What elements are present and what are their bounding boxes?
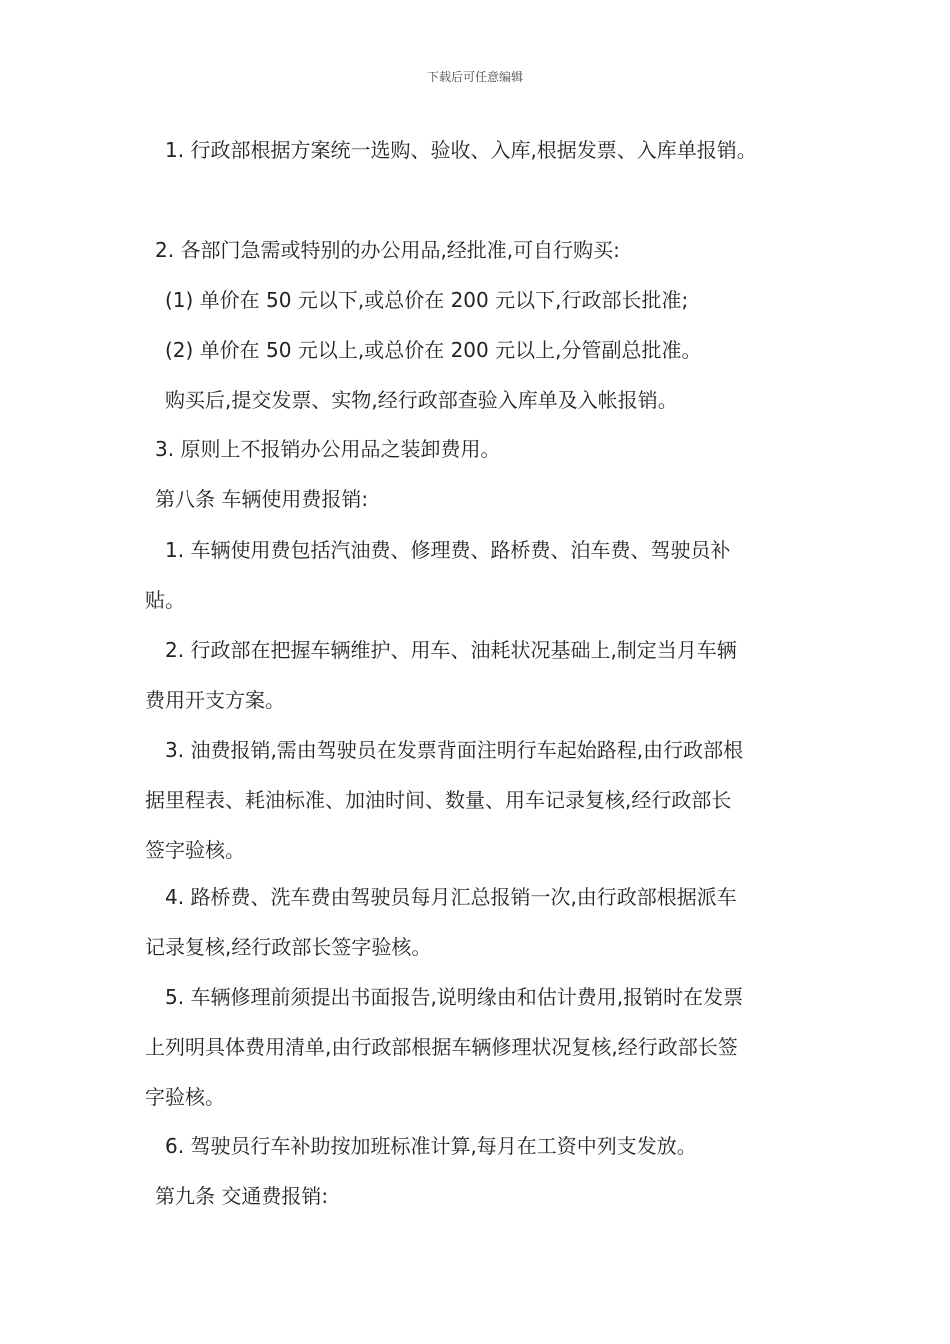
page-header: 下载后可任意编辑	[426, 70, 523, 84]
text-line: 3. 油费报销,需由驾驶员在发票背面注明行车起始路程,由行政部根	[165, 738, 744, 762]
text-line: 签字验核。	[145, 838, 245, 862]
text-line: 据里程表、耗油标准、加油时间、数量、用车记录复核,经行政部长	[145, 788, 732, 812]
text-line: 4. 路桥费、洗车费由驾驶员每月汇总报销一次,由行政部根据派车	[165, 885, 737, 909]
text-line: 2. 行政部在把握车辆维护、用车、油耗状况基础上,制定当月车辆	[165, 638, 737, 662]
text-line: 3. 原则上不报销办公用品之装卸费用。	[155, 437, 501, 461]
text-line: 1. 行政部根据方案统一选购、验收、入库,根据发票、入库单报销。	[165, 138, 757, 162]
text-line: 6. 驾驶员行车补助按加班标准计算,每月在工资中列支发放。	[165, 1134, 697, 1158]
text-line: 2. 各部门急需或特别的办公用品,经批准,可自行购买:	[155, 238, 620, 262]
text-line: 贴。	[145, 588, 185, 612]
text-line: 费用开支方案。	[145, 688, 285, 712]
text-line: (1) 单价在 50 元以下,或总价在 200 元以下,行政部长批准;	[165, 288, 689, 312]
section-heading: 第九条 交通费报销:	[155, 1184, 329, 1208]
text-line: 上列明具体费用清单,由行政部根据车辆修理状况复核,经行政部长签	[145, 1035, 738, 1059]
text-line: 5. 车辆修理前须提出书面报告,说明缘由和估计费用,报销时在发票	[165, 985, 744, 1009]
text-line: 购买后,提交发票、实物,经行政部查验入库单及入帐报销。	[165, 388, 678, 412]
text-line: (2) 单价在 50 元以上,或总价在 200 元以上,分管副总批准。	[165, 338, 702, 362]
text-line: 记录复核,经行政部长签字验核。	[145, 935, 432, 959]
section-heading: 第八条 车辆使用费报销:	[155, 487, 369, 511]
text-line: 1. 车辆使用费包括汽油费、修理费、路桥费、泊车费、驾驶员补	[165, 538, 731, 562]
text-line: 字验核。	[145, 1085, 225, 1109]
